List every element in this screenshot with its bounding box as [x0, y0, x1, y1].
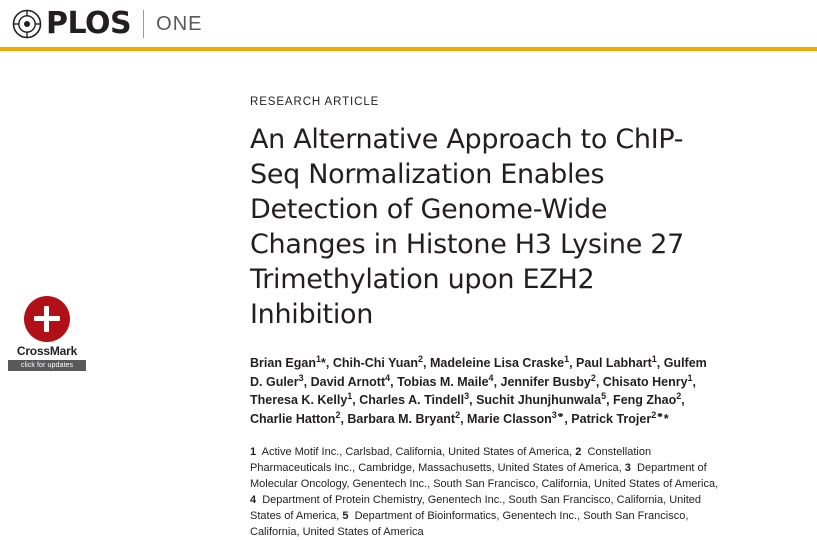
plos-circle-logo-icon: [12, 9, 42, 39]
article-front-matter: [250, 96, 722, 540]
crossmark-badge[interactable]: [8, 296, 86, 371]
page-title: An Alternative Approach to ChIP-Seq Normalization Enables Detection of Genome-Wide Changes in Histone H3 Lysine 27 Trimethylation upon EZH2 Inhibition: [250, 124, 685, 330]
plos-wordmark: PLOS: [46, 5, 132, 41]
journal-name: ONE: [156, 12, 203, 35]
crossmark-sublabel: click for updates: [8, 360, 86, 371]
affiliation-list: 1 Active Motif Inc., Carlsbad, California, United States of America, 2 Constellation Pharmaceuticals Inc., Cambridge, Massachusetts, United States of America, 3 Department of Molecular Oncology, Genentech Inc., South San Francisco, California, United States of America, 4 Department of Protein Chemistry, Genentech Inc., South San Francisco, California, United States of America, 5 Department of Bioinformatics, Genentech Inc., South San Francisco, California, United States of America: [250, 446, 719, 538]
article-type-label: RESEARCH ARTICLE: [250, 96, 380, 108]
header-accent-rule: [0, 47, 817, 51]
header-divider: [143, 10, 144, 38]
crossmark-label: CrossMark: [16, 344, 78, 358]
plos-logo[interactable]: [12, 0, 131, 47]
author-list: Brian Egan$^1$*, Chih-Chi Yuan$^2$, Madeleine Lisa Craske$^1$, Paul Labhart$^1$, Gulfem D. Guler$^3$, David Arnott$^4$, Tobias M. Maile$^4$, Jennifer Busby$^2$, Chisato Henry$^1$, Theresa K. Kelly$^1$, Charles A. Tindell$^3$, Suchit Jhunjhunwala$^5$, Feng Zhao$^2$, Charlie Hatton$^2$, Barbara M. Bryant$^2$, Marie Classon$^{3⚭}$, Patrick Trojer$^{2⚭}$*: [250, 353, 707, 426]
site-header: [0, 0, 817, 47]
crossmark-cross-icon: [24, 296, 70, 342]
